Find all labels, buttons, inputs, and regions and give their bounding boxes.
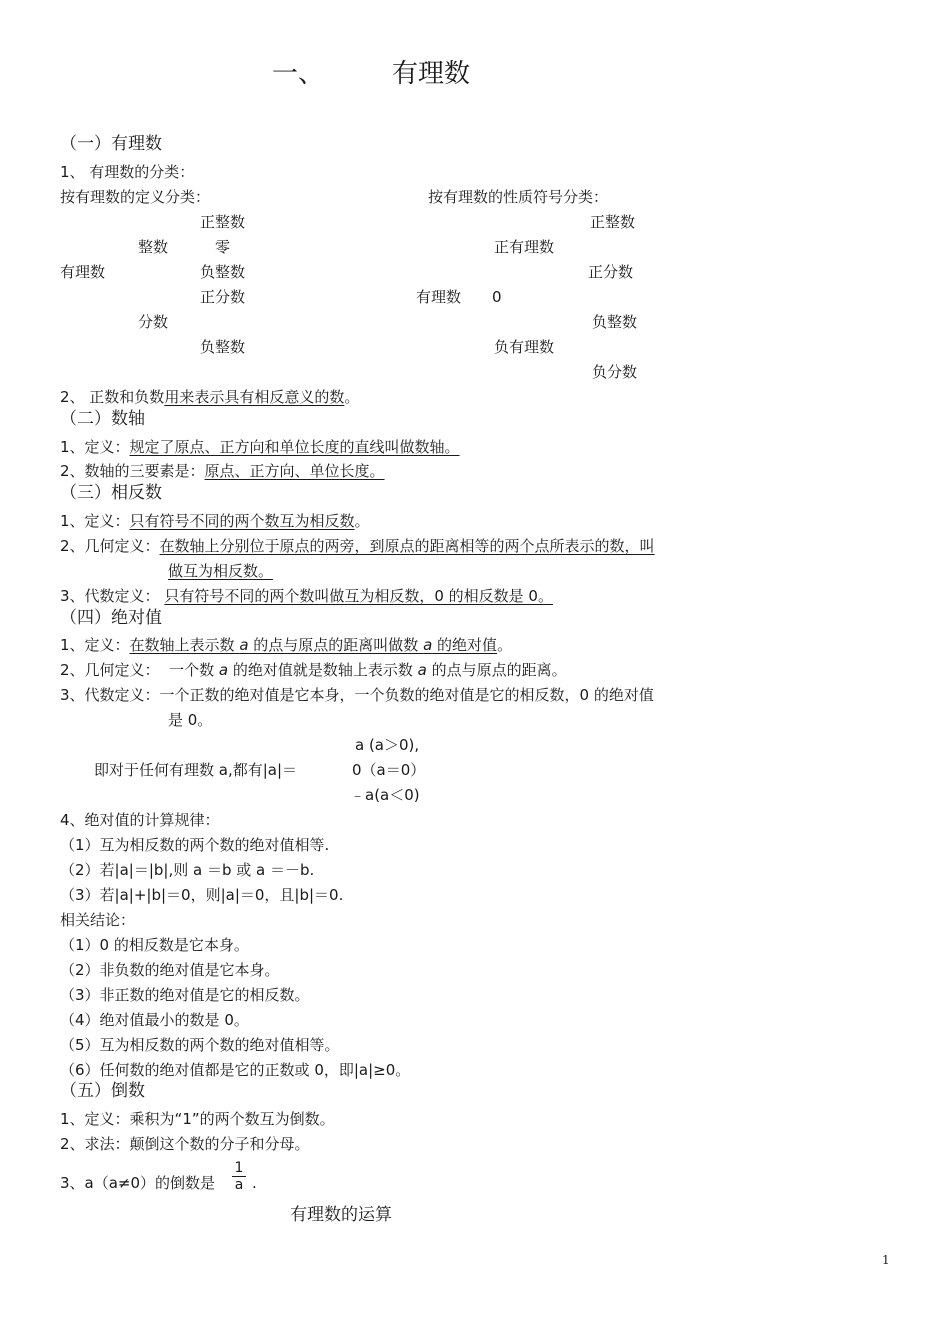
conclusion-item: （5）互为相反数的两个数的绝对值相等。 [60, 1036, 340, 1054]
tree-node: 负有理数 [494, 338, 555, 356]
section-heading-absolute-value: （四）绝对值 [60, 608, 162, 628]
tree-node: 负整数 [200, 263, 246, 281]
opposite-algebraic-definition: 3、代数定义： 只有符号不同的两个数叫做互为相反数，0 的相反数是 0。 [60, 587, 553, 605]
conclusion-item: （1）0 的相反数是它本身。 [60, 936, 249, 954]
piecewise-case-positive: a (a＞0), [355, 736, 420, 754]
tree-node: 整数 [138, 238, 169, 256]
tree-node: 正有理数 [494, 238, 555, 256]
tree-node: 负整数 [592, 313, 638, 331]
conclusion-item: （2）非负数的绝对值是它本身。 [60, 961, 280, 979]
next-chapter-heading: 有理数的运算 [290, 1205, 392, 1225]
reciprocal-fraction [232, 1160, 246, 1193]
absolute-value-algebraic: 3、代数定义：一个正数的绝对值是它本身，一个负数的绝对值是它的相反数，0 的绝对值 [60, 686, 654, 704]
tree-node: 零 [215, 238, 231, 256]
rule-item: （2）若|a|＝|b|,则 a ＝b 或 a ＝－b. [60, 861, 315, 879]
absolute-value-definition: 1、定义：在数轴上表示数 a 的点与原点的距离叫做数 a 的绝对值。 [60, 636, 513, 654]
chapter-number: 一、 [272, 59, 325, 89]
tree-node: 0 [492, 288, 502, 306]
number-line-elements: 2、数轴的三要素是：原点、正方向、单位长度。 [60, 462, 385, 480]
section-heading-rational: （一）有理数 [60, 134, 162, 154]
absolute-value-algebraic-cont: 是 0。 [168, 711, 213, 729]
tree-node: 正分数 [588, 263, 634, 281]
section-heading-number-line: （二）数轴 [60, 409, 145, 429]
tree-node: 负分数 [592, 363, 638, 381]
tree-node: 负整数 [200, 338, 246, 356]
reciprocal-formula-end: . [252, 1174, 257, 1192]
piecewise-case-zero: 0（a＝0） [352, 761, 426, 779]
conclusion-item: （6）任何数的绝对值都是它的正数或 0，即|a|≥0。 [60, 1061, 411, 1079]
opposite-geometric-definition: 2、几何定义：在数轴上分别位于原点的两旁，到原点的距离相等的两个点所表示的数，叫 [60, 537, 655, 555]
fraction-denominator: a [234, 1177, 244, 1193]
section-heading-opposite: （三）相反数 [60, 483, 162, 503]
fraction-numerator: 1 [232, 1160, 246, 1177]
number-line-definition: 1、定义：规定了原点、正方向和单位长度的直线叫做数轴。 [60, 438, 460, 456]
page-number: 1 [882, 1253, 890, 1267]
reciprocal-method: 2、求法：颠倒这个数的分子和分母。 [60, 1135, 310, 1153]
tree-node: 正整数 [200, 213, 246, 231]
reciprocal-formula: 3、a（a≠0）的倒数是 [60, 1174, 216, 1192]
positive-negative-note: 2、 正数和负数用来表示具有相反意义的数。 [60, 388, 360, 406]
conclusion-item: （4）绝对值最小的数是 0。 [60, 1011, 249, 1029]
absolute-value-geometric: 2、几何定义： 一个数 a 的绝对值就是数轴上表示数 a 的点与原点的距离。 [60, 661, 567, 679]
opposite-geometric-definition-cont: 做互为相反数。 [168, 562, 274, 580]
tree-node: 正分数 [200, 288, 246, 306]
page-title: 有理数 [392, 59, 471, 89]
rules-title: 4、绝对值的计算规律： [60, 811, 220, 829]
reciprocal-definition: 1、定义：乘积为“1”的两个数互为倒数。 [60, 1110, 335, 1128]
piecewise-formula-lead: 即对于任何有理数 a,都有|a|＝ [94, 761, 298, 779]
rule-item: （1）互为相反数的两个数的绝对值相等. [60, 836, 330, 854]
conclusion-item: （3）非正数的绝对值是它的相反数。 [60, 986, 310, 1004]
conclusions-title: 相关结论： [60, 911, 136, 929]
tree-node: 分数 [138, 313, 169, 331]
piecewise-case-negative: ﹣a(a＜0) [350, 786, 420, 804]
definition-classification-label: 按有理数的定义分类： [60, 188, 211, 206]
sign-classification-label: 按有理数的性质符号分类： [428, 188, 609, 206]
tree-root: 有理数 [416, 288, 462, 306]
tree-root: 有理数 [60, 263, 106, 281]
classification-item: 1、 有理数的分类： [60, 163, 195, 181]
rule-item: （3）若|a|+|b|＝0，则|a|＝0，且|b|＝0. [60, 886, 344, 904]
opposite-definition: 1、定义：只有符号不同的两个数互为相反数。 [60, 512, 370, 530]
tree-node: 正整数 [590, 213, 636, 231]
section-heading-reciprocal: （五）倒数 [60, 1081, 145, 1101]
